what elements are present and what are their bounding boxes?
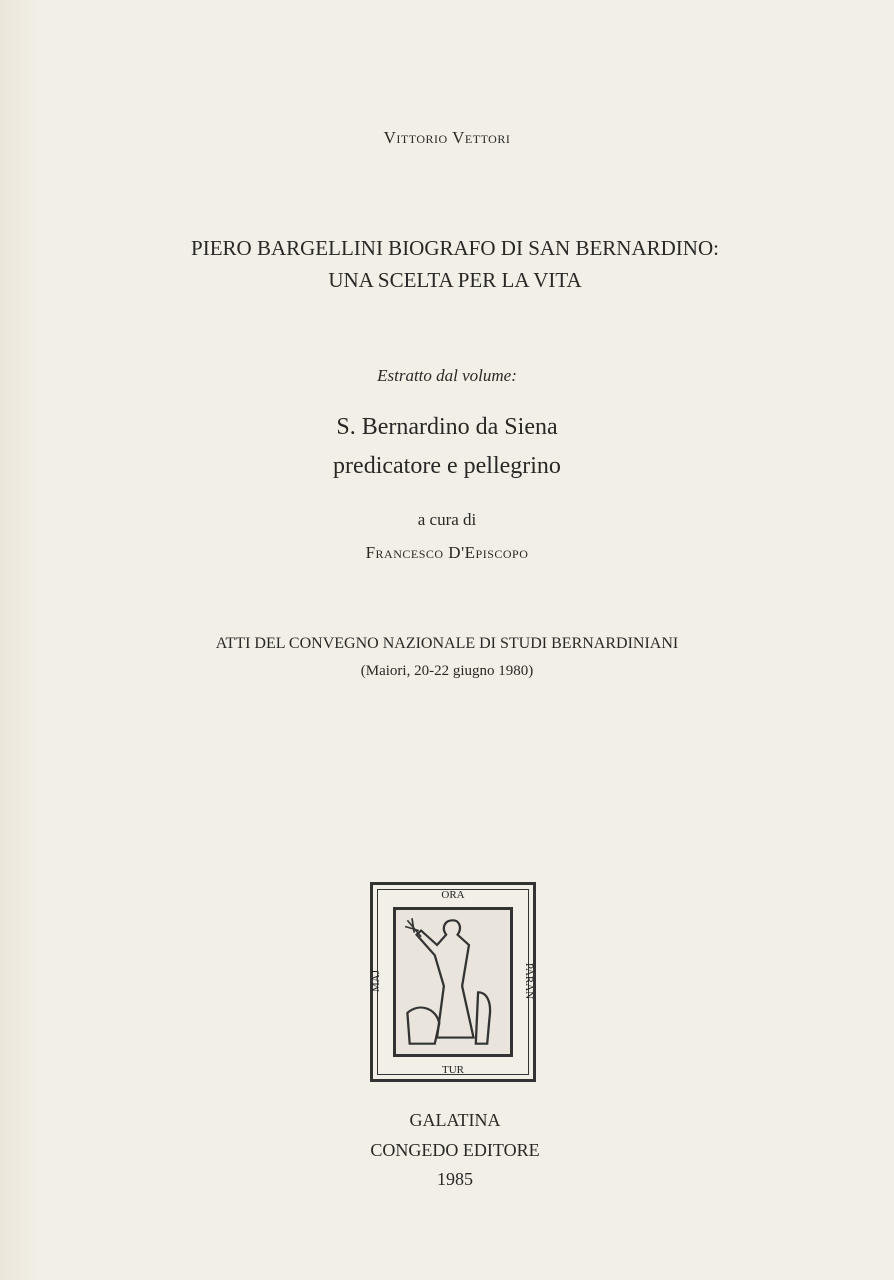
woodcut-figure-image [393,907,513,1057]
proceedings: ATTI DEL CONVEGNO NAZIONALE DI STUDI BERNARDINIANI [215,635,679,652]
title-line-1: PIERO BARGELLINI BIOGRAFO DI SAN BERNARDINO: [191,236,719,260]
author: Vittorio Vettori [383,128,511,147]
emblem-motto-left: MAJ [370,969,383,993]
publisher-name: CONGEDO EDITORE [370,1140,540,1160]
title-line-2: UNA SCELTA PER LA VITA [328,268,582,292]
emblem-motto-bottom: TUR [442,1064,464,1076]
editor-label: a cura di [417,510,477,529]
editor-name: Francesco D'Episcopo [365,543,529,562]
publisher-city: GALATINA [409,1110,501,1130]
publisher-emblem [370,882,536,1082]
proceedings-detail: (Maiori, 20-22 giugno 1980) [360,663,534,679]
volume-title-1: S. Bernardino da Siena [336,414,558,440]
extract-label: Estratto dal volume: [377,366,517,385]
publication-year: 1985 [437,1169,473,1189]
emblem-motto-right: PARAN [522,962,535,1000]
volume-title-2: predicatore e pellegrino [333,453,561,479]
emblem-motto-top: ORA [441,889,465,901]
